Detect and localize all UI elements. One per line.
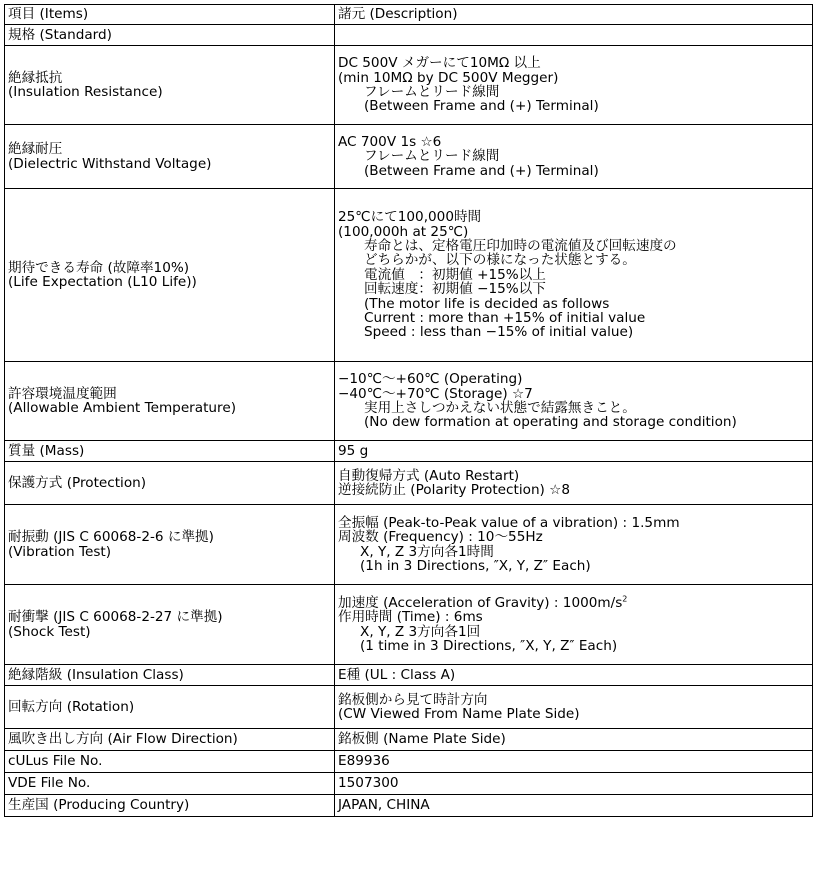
item-line: 期待できる寿命 (故障率10%) [8, 259, 190, 276]
item-vde: VDE File No. [5, 773, 335, 795]
row-life [5, 189, 813, 362]
item-vibration [5, 505, 335, 585]
desc-rotation [335, 686, 813, 729]
item-standard: 規格 (Standard) [5, 25, 335, 46]
desc-line: Current : more than +15% of initial value [364, 310, 646, 327]
desc-culus: E89936 [335, 751, 813, 773]
row-standard [5, 25, 813, 46]
item-line: (Vibration Test) [8, 543, 112, 560]
desc-line: 寿命とは、定格電圧印加時の電流値及び回転速度の [364, 237, 677, 254]
item-line: 絶縁耐圧 [8, 141, 63, 158]
desc-line: 銘板側から見て時計方向 [338, 691, 488, 708]
desc-line: DC 500V メガーにて10MΩ 以上 [338, 55, 541, 72]
desc-line: AC 700V 1s ☆6 [338, 133, 442, 150]
item-shock [5, 585, 335, 665]
header-item: 項目 (Items) [5, 5, 335, 25]
row-insulation-resistance [5, 46, 813, 125]
desc-line: 25℃にて100,000時間 [338, 209, 482, 226]
desc-line: −10℃～+60℃ (Operating) [338, 371, 523, 388]
row-shock [5, 585, 813, 665]
desc-line: フレームとリード線間 [364, 84, 500, 100]
desc-standard [335, 25, 813, 46]
desc-line: (No dew formation at operating and storage condition) [364, 414, 737, 431]
desc-line: −40℃～+70℃ (Storage) ☆7 [338, 385, 533, 402]
item-protection: 保護方式 (Protection) [5, 462, 335, 505]
item-line: 耐振動 (JIS C 60068-2-6 に準拠) [8, 529, 214, 546]
item-line: (Life Expectation (L10 Life)) [8, 274, 197, 290]
row-protection [5, 462, 813, 505]
desc-line: 全振幅 (Peak-to-Peak value of a vibration) : 1.5mm [338, 514, 680, 531]
desc-line: どちらかが、以下の様になった状態とする。 [364, 252, 636, 269]
item-line: (Insulation Resistance) [8, 84, 163, 100]
desc-airflow: 銘板側 (Name Plate Side) [335, 729, 813, 751]
desc-vibration [335, 505, 813, 585]
desc-line: (Between Frame and (+) Terminal) [364, 98, 599, 115]
desc-temperature [335, 362, 813, 441]
desc-mass: 95 g [335, 441, 813, 462]
item-temperature [5, 362, 335, 441]
row-dielectric [5, 125, 813, 189]
desc-line: フレームとリード線間 [364, 148, 500, 165]
item-dielectric [5, 125, 335, 189]
desc-protection [335, 462, 813, 505]
desc-line: X, Y, Z 3方向各1時間 [360, 543, 494, 560]
desc-line: X, Y, Z 3方向各1回 [360, 623, 481, 640]
desc-vde: 1507300 [335, 773, 813, 795]
desc-line: 自動復帰方式 (Auto Restart) [338, 467, 520, 484]
desc-line: (1 time in 3 Directions, ″X, Y, Z″ Each) [360, 637, 618, 654]
item-culus: cULus File No. [5, 751, 335, 773]
row-insulation-class [5, 665, 813, 686]
specification-table [4, 4, 813, 817]
desc-line: (min 10MΩ by DC 500V Megger) [338, 69, 559, 86]
desc-line: (100,000h at 25℃) [338, 223, 469, 240]
row-vibration [5, 505, 813, 585]
desc-line: Speed : less than −15% of initial value) [364, 324, 634, 341]
desc-line: (The motor life is decided as follows [364, 295, 610, 312]
item-insulation-resistance [5, 46, 335, 125]
item-country: 生産国 (Producing Country) [5, 795, 335, 817]
desc-line [338, 596, 808, 610]
item-line: 絶縁抵抗 [8, 69, 63, 86]
desc-line: (CW Viewed From Name Plate Side) [338, 706, 580, 722]
row-temperature [5, 362, 813, 441]
row-airflow [5, 729, 813, 751]
row-mass [5, 441, 813, 462]
desc-dielectric [335, 125, 813, 189]
item-line: (Shock Test) [8, 623, 91, 640]
desc-line: 逆接続防止 (Polarity Protection) ☆8 [338, 482, 571, 498]
item-line: (Dielectric Withstand Voltage) [8, 155, 212, 172]
desc-line: 回転速度：初期値 −15%以下 [364, 281, 546, 298]
desc-line: (Between Frame and (+) Terminal) [364, 162, 599, 179]
desc-line: 実用上さしつかえない状態で結露無きこと。 [364, 400, 636, 416]
item-line: 許容環境温度範囲 [8, 385, 117, 402]
row-country [5, 795, 813, 817]
desc-insulation-class: E種 (UL : Class A) [335, 665, 813, 686]
desc-line: 周波数 (Frequency) : 10～55Hz [338, 529, 543, 546]
superscript-two: 2 [622, 594, 628, 604]
header-description: 諸元 (Description) [335, 5, 813, 25]
header-row [5, 5, 813, 25]
item-line: 耐衝撃 (JIS C 60068-2-27 に準拠) [8, 609, 223, 626]
desc-shock [335, 585, 813, 665]
item-line: (Allowable Ambient Temperature) [8, 400, 236, 416]
item-airflow: 風吹き出し方向 (Air Flow Direction) [5, 729, 335, 751]
desc-line: (1h in 3 Directions, ″X, Y, Z″ Each) [360, 557, 591, 574]
row-vde [5, 773, 813, 795]
desc-line: 電流値 ：初期値 +15%以上 [364, 266, 546, 283]
item-insulation-class: 絶縁階級 (Insulation Class) [5, 665, 335, 686]
item-mass: 質量 (Mass) [5, 441, 335, 462]
desc-line: 作用時間 (Time) : 6ms [338, 609, 483, 626]
item-life [5, 189, 335, 362]
row-culus [5, 751, 813, 773]
acceleration-text: 加速度 (Acceleration of Gravity) : 1000m/s [338, 594, 623, 611]
desc-country: JAPAN, CHINA [335, 795, 813, 817]
desc-life [335, 189, 813, 362]
desc-insulation-resistance [335, 46, 813, 125]
item-rotation: 回転方向 (Rotation) [5, 686, 335, 729]
row-rotation [5, 686, 813, 729]
